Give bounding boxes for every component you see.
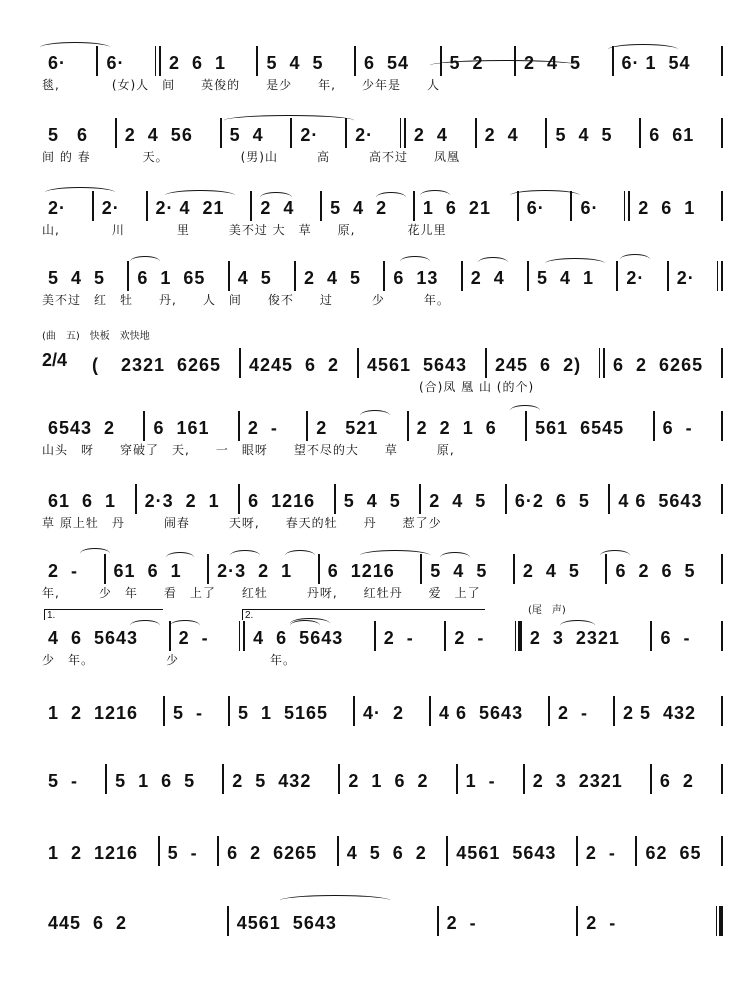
barline — [576, 906, 578, 936]
barline — [721, 621, 723, 651]
slur-mark — [545, 258, 605, 269]
barline — [444, 621, 446, 651]
measure: 2 - — [454, 628, 485, 648]
barline — [721, 118, 723, 148]
repeat-barline — [624, 191, 630, 221]
measure: 4· 2 — [363, 703, 405, 723]
barline — [523, 764, 525, 794]
measure: 2 4 5 — [304, 268, 362, 288]
measure: 5 - — [167, 843, 198, 863]
barline — [374, 621, 376, 651]
measure: 6 2 6 5 — [615, 561, 696, 581]
slur-mark — [360, 410, 390, 421]
slur-mark — [600, 550, 630, 561]
barline — [721, 554, 723, 584]
notation-line — [42, 830, 725, 866]
slur-mark — [290, 618, 330, 629]
measure: 4 6 5643 — [48, 628, 139, 648]
measure: 6 161 — [153, 418, 210, 438]
measure: 6543 2 — [48, 418, 116, 438]
measure: 1 6 21 — [422, 198, 491, 218]
barline — [527, 261, 529, 291]
barline — [227, 906, 229, 936]
score-line — [0, 758, 739, 818]
barline — [146, 191, 148, 221]
barline — [228, 696, 230, 726]
measure: ( — [92, 355, 99, 375]
measure: 5 - — [173, 703, 204, 723]
slur-mark — [170, 620, 200, 631]
barline — [217, 836, 219, 866]
slur-mark — [130, 620, 160, 631]
barline — [456, 764, 458, 794]
measure: 5 4 5 — [266, 53, 324, 73]
measure: 6· — [580, 198, 599, 218]
measure: 2 - — [178, 628, 209, 648]
barline — [354, 46, 356, 76]
repeat-barline — [515, 621, 522, 651]
barline — [667, 261, 669, 291]
barline — [608, 484, 610, 514]
measure: 2 - — [586, 913, 617, 933]
barline — [318, 554, 320, 584]
barline — [383, 261, 385, 291]
barline — [256, 46, 258, 76]
measure: 5 4 1 — [537, 268, 595, 288]
measure: 2 6 1 — [638, 198, 696, 218]
measure: 2 - — [48, 561, 79, 581]
barline — [222, 764, 224, 794]
notation-line — [86, 342, 725, 378]
measure: 6 2 6265 — [613, 355, 704, 375]
measure: 2 2 1 6 — [416, 418, 497, 438]
slur-mark — [430, 60, 580, 71]
measure: 5 1 6 5 — [115, 771, 196, 791]
measure: 561 6545 — [535, 418, 625, 438]
measure: 5 4 5 — [48, 268, 106, 288]
measure: 6· — [526, 198, 545, 218]
slur-mark — [400, 256, 430, 267]
measure: 2· — [355, 125, 374, 145]
barline — [353, 696, 355, 726]
barline — [357, 348, 359, 378]
barline — [143, 411, 145, 441]
barline — [446, 836, 448, 866]
volta-bracket: 1. — [44, 609, 163, 620]
barline — [650, 764, 652, 794]
slur-mark — [165, 190, 235, 201]
barline — [429, 696, 431, 726]
barline — [105, 764, 107, 794]
measure: 2 - — [446, 913, 477, 933]
slur-mark — [478, 257, 508, 268]
measure: 6· — [106, 53, 125, 73]
measure: 2· — [676, 268, 695, 288]
barline — [135, 484, 137, 514]
measure: 4 6 5643 — [439, 703, 524, 723]
lyrics-line: 美不过 红 牡 丹, 人 间 俊不 过 少 年。 — [42, 293, 450, 307]
lyrics-line: 间 的 春 天。 (男)山 高 高不过 凤凰 — [42, 150, 460, 164]
repeat-barline — [400, 118, 406, 148]
measure: 2·3 2 1 — [144, 491, 220, 511]
measure: 4561 5643 — [236, 913, 337, 933]
measure: 2 3 2321 — [529, 628, 620, 648]
lyrics-line: 年, 少 年 看 上了 红牡 丹呀, 红牡丹 爱 上了 — [42, 586, 481, 600]
measure: 4 5 — [237, 268, 272, 288]
measure: 6 2 — [659, 771, 694, 791]
measure: 2 6 1 — [168, 53, 227, 73]
slur-mark — [260, 192, 292, 203]
measure: 5 6 — [48, 125, 89, 145]
notation-line — [42, 690, 725, 726]
measure: 6 61 — [649, 125, 695, 145]
barline — [337, 836, 339, 866]
slur-mark — [560, 620, 595, 631]
barline — [338, 764, 340, 794]
lyrics-line: 草 原上牡 丹 闹春 天呀, 春天的牡 丹 惹了少 — [42, 516, 442, 530]
barline — [440, 46, 442, 76]
barline — [513, 554, 515, 584]
measure: 2·3 2 1 — [217, 561, 293, 581]
measure: 5 4 5 — [430, 561, 488, 581]
barline — [613, 696, 615, 726]
measure: 4 5 6 2 — [346, 843, 427, 863]
repeat-barline — [716, 906, 723, 936]
barline — [158, 836, 160, 866]
slur-mark — [620, 254, 650, 265]
barline — [576, 836, 578, 866]
barline — [334, 484, 336, 514]
tempo-marking: (曲 五) 快板 欢快地 — [42, 331, 150, 342]
barline — [721, 348, 723, 378]
slur-mark — [360, 550, 430, 561]
measure: 5 - — [48, 771, 79, 791]
barline — [239, 348, 241, 378]
slur-mark — [280, 895, 390, 906]
measure: 5 4 5 — [343, 491, 401, 511]
score-line — [0, 830, 739, 890]
measure: 2 4 — [413, 125, 448, 145]
measure: 6 1 65 — [137, 268, 206, 288]
measure: 6· 1 54 — [621, 53, 691, 73]
slur-mark — [510, 190, 580, 201]
measure: 2 4 56 — [124, 125, 193, 145]
measure: 2 4 — [260, 198, 295, 218]
lyrics-line: 山, 川 里 美不过 大 草 原, 花儿里 — [42, 223, 447, 237]
measure: 6· — [48, 53, 67, 73]
repeat-barline — [599, 348, 605, 378]
lyrics-line: (合)凤 凰 山 (的个) — [42, 380, 535, 394]
barline — [413, 191, 415, 221]
barline — [407, 411, 409, 441]
score-line — [0, 478, 739, 538]
measure: 61 6 1 — [113, 561, 182, 581]
barline — [115, 118, 117, 148]
barline — [721, 411, 723, 441]
measure: 4 6 5643 — [618, 491, 703, 511]
lyrics-line: 毯, (女)人 间 英俊的 是少 年, 少年是 人 — [42, 78, 440, 92]
measure: 1 2 1216 — [48, 843, 139, 863]
measure: 5 2 — [449, 53, 484, 73]
measure: 2 5 432 — [623, 703, 697, 723]
barline — [653, 411, 655, 441]
measure: 2· — [626, 268, 645, 288]
coda-label: (尾 声) — [528, 605, 566, 616]
measure: 2· — [48, 198, 67, 218]
measure: 4561 5643 — [366, 355, 468, 375]
lyrics-line: 少 年。 少 年。 — [42, 653, 297, 667]
measure: 4561 5643 — [456, 843, 557, 863]
barline — [721, 46, 723, 76]
measure: 6 - — [660, 628, 691, 648]
barline — [238, 411, 240, 441]
slur-mark — [230, 550, 260, 561]
barline — [545, 118, 547, 148]
slur-mark — [130, 256, 160, 267]
slur-mark — [420, 190, 450, 201]
barline — [721, 191, 723, 221]
measure: 2 4 5 — [429, 491, 487, 511]
barline — [294, 261, 296, 291]
barline — [320, 191, 322, 221]
score-line — [0, 615, 739, 675]
slur-mark — [80, 548, 110, 559]
repeat-barline — [155, 46, 161, 76]
measure: 6 13 — [393, 268, 439, 288]
barline — [220, 118, 222, 148]
barline — [461, 261, 463, 291]
score-line — [0, 112, 739, 172]
measure: 5 1 5165 — [238, 703, 329, 723]
barline — [306, 411, 308, 441]
measure: 445 6 2 — [48, 913, 128, 933]
barline — [721, 764, 723, 794]
measure: 2 4 — [470, 268, 505, 288]
slur-mark — [166, 552, 194, 563]
repeat-barline — [717, 261, 723, 291]
score-line — [0, 342, 739, 402]
slur-mark — [510, 405, 540, 416]
notation-line — [42, 478, 725, 514]
slur-mark — [608, 44, 678, 55]
barline — [505, 484, 507, 514]
slur-mark — [440, 552, 470, 563]
lyrics-line — [42, 726, 725, 746]
measure: 2 4 5 — [524, 53, 582, 73]
measure: 2 - — [383, 628, 414, 648]
measure: 5 4 5 — [555, 125, 613, 145]
barline — [548, 696, 550, 726]
measure: 4 6 5643 — [253, 628, 344, 648]
measure: 1 - — [465, 771, 496, 791]
measure: 2· — [101, 198, 120, 218]
measure: 2 5 432 — [232, 771, 312, 791]
repeat-barline — [239, 621, 245, 651]
barline — [250, 191, 252, 221]
lyrics-line — [42, 794, 725, 814]
barline — [721, 484, 723, 514]
measure: 62 65 — [645, 843, 702, 863]
barline — [616, 261, 618, 291]
slur-mark — [224, 115, 354, 126]
measure: 245 6 2) — [495, 355, 582, 375]
lyrics-line — [42, 936, 725, 956]
measure: 2 4 5 — [522, 561, 580, 581]
measure: 6·2 6 5 — [514, 491, 590, 511]
notation-line — [42, 185, 725, 221]
measure: 1 2 1216 — [48, 703, 139, 723]
barline — [163, 696, 165, 726]
barline — [639, 118, 641, 148]
measure: 4245 6 2 — [248, 355, 340, 375]
measure: 2321 6265 — [120, 355, 222, 375]
time-signature: 2/4 — [42, 350, 68, 370]
lyrics-line — [42, 866, 725, 886]
barline — [475, 118, 477, 148]
measure: 6 54 — [364, 53, 410, 73]
barline — [228, 261, 230, 291]
measure: 2 - — [247, 418, 278, 438]
measure: 5 4 2 — [330, 198, 388, 218]
measure: 6 2 6265 — [227, 843, 318, 863]
measure: 2 - — [585, 843, 616, 863]
score-line — [0, 900, 739, 960]
measure: 2· — [300, 125, 319, 145]
barline — [437, 906, 439, 936]
barline — [635, 836, 637, 866]
barline — [485, 348, 487, 378]
barline — [650, 621, 652, 651]
barline — [419, 484, 421, 514]
score-line — [0, 690, 739, 750]
slur-mark — [285, 550, 315, 561]
barline — [238, 484, 240, 514]
notation-line — [42, 112, 725, 148]
measure: 61 6 1 — [48, 491, 117, 511]
volta-bracket: 2. — [242, 609, 485, 620]
slur-mark — [45, 187, 115, 198]
slur-mark — [376, 192, 406, 203]
measure: 2 3 2321 — [532, 771, 623, 791]
measure: 5 4 — [229, 125, 264, 145]
measure: 2 4 — [484, 125, 519, 145]
barline — [207, 554, 209, 584]
barline — [721, 836, 723, 866]
barline — [721, 696, 723, 726]
slur-mark — [40, 42, 110, 53]
measure: 6 1216 — [327, 561, 395, 581]
lyrics-line: 山头 呀 穿破了 天, 一 眼呀 望不尽的大 草 原, — [42, 443, 455, 457]
measure: 2 1 6 2 — [348, 771, 429, 791]
measure: 6 1216 — [248, 491, 316, 511]
measure: 2 521 — [316, 418, 379, 438]
measure: 2 - — [558, 703, 589, 723]
notation-line — [42, 758, 725, 794]
measure: 2· 4 21 — [155, 198, 225, 218]
measure: 6 - — [662, 418, 693, 438]
